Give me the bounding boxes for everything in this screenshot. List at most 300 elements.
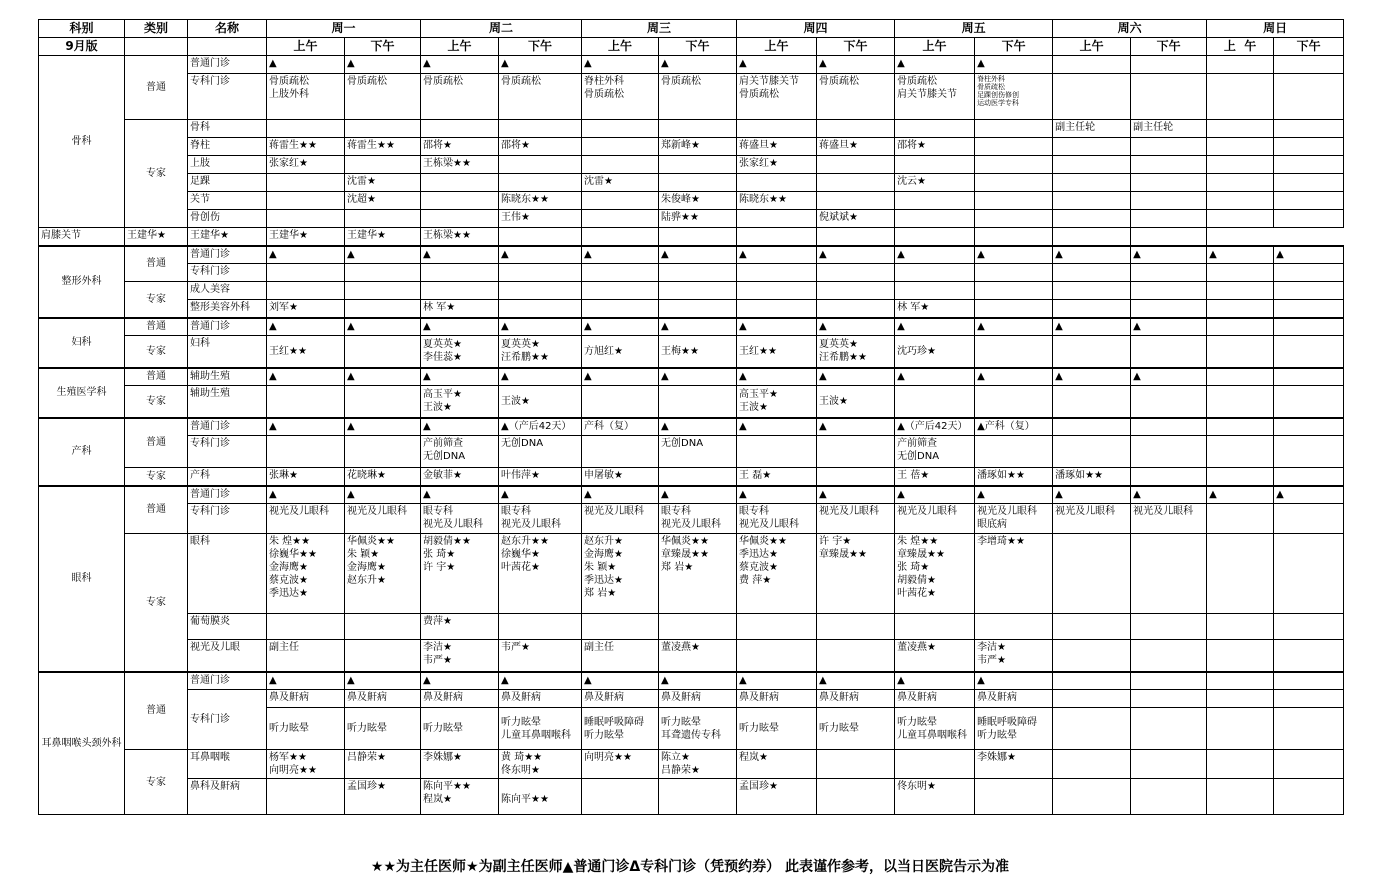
pm-slot-cell [1274,779,1344,815]
am-slot-cell: 张家红★ [737,156,817,174]
am-slot-cell: 视光及儿眼科 [267,504,345,534]
am-slot-cell: 骨质疏松 肩关节膝关节 [895,74,975,120]
pm-slot-cell: ▲（产后42天） [499,418,582,436]
am-slot-cell [1053,386,1131,418]
pm-slot-cell: 夏英英★ 汪希鹏★★ [499,336,582,368]
pm-slot-cell: 邵将★ [499,138,582,156]
pm-slot-cell [659,614,737,640]
pm-slot-cell: 鼻及鼾病 [975,690,1053,708]
am-slot-cell [582,779,659,815]
am-slot-cell [421,192,499,210]
pm-slot-cell [499,156,582,174]
pm-slot-cell: ▲ [659,486,737,504]
am-slot-cell: ▲ [421,246,499,264]
schedule-row [39,120,1344,138]
pm-slot-cell [1274,708,1344,750]
pm-slot-cell: ▲ [975,318,1053,336]
am-slot-cell [737,436,817,468]
am-slot-cell [895,282,975,300]
am-slot-cell: 李洁★ 韦严★ [421,640,499,672]
category-cell: 普通 [125,486,188,534]
pm-slot-cell: 陈立★ 吕静荣★ [659,750,737,779]
pm-slot-cell [499,120,582,138]
am-slot-cell: 胡毅倩★★ 张 琦★ 许 宇★ [421,534,499,614]
pm-slot-cell [975,228,1053,246]
am-slot-cell: ▲ [737,318,817,336]
department-cell: 骨科 [39,56,125,228]
am-slot-cell: 沈巧珍★ [895,336,975,368]
category-cell: 普通 [125,672,188,750]
am-slot-cell: ▲ [267,672,345,690]
pm-slot-cell: ▲产科（复） [975,418,1053,436]
am-header: 上午 [421,38,499,56]
pm-slot-cell [1274,672,1344,690]
am-slot-cell: ▲ [421,368,499,386]
pm-slot-cell: ▲ [1131,368,1207,386]
pm-slot-cell [1274,210,1344,228]
pm-slot-cell: 无创DNA [659,436,737,468]
pm-slot-cell [659,300,737,318]
pm-slot-cell: 鼻及鼾病 [345,690,421,708]
am-slot-cell: ▲ [267,368,345,386]
pm-slot-cell [817,750,895,779]
pm-slot-cell: ▲ [817,318,895,336]
am-slot-cell: 陈向平★★ 程岚★ [421,779,499,815]
pm-slot-cell: ▲ [499,318,582,336]
pm-slot-cell: 听力眩晕 儿童耳鼻咽喉科 [499,708,582,750]
pm-slot-cell: ▲ [1274,486,1344,504]
am-slot-cell [895,156,975,174]
am-slot-cell: ▲ [421,672,499,690]
day-header-fri: 周五 [895,20,1053,38]
pm-slot-cell [345,210,421,228]
pm-slot-cell [1131,192,1207,210]
pm-slot-cell: 蒋雷生★★ [345,138,421,156]
am-slot-cell: ▲ [1207,486,1274,504]
am-slot-cell: ▲ [1053,486,1131,504]
pm-slot-cell: 蒋盛旦★ [817,138,895,156]
am-slot-cell [737,264,817,282]
am-slot-cell [1053,300,1131,318]
pm-slot-cell [975,336,1053,368]
pm-slot-cell: 陈向平★★ [499,779,582,815]
pm-slot-cell [1274,534,1344,614]
am-slot-cell [1053,672,1131,690]
am-slot-cell: 林 军★ [421,300,499,318]
am-slot-cell: ▲ [421,56,499,74]
clinic-name-cell: 专科门诊 [188,74,267,120]
am-slot-cell: ▲ [582,318,659,336]
am-slot-cell: 眼专科 视光及儿眼科 [421,504,499,534]
category-cell: 专家 [125,386,188,418]
am-slot-cell [582,282,659,300]
am-slot-cell [1053,690,1131,708]
clinic-name-cell: 肩膝关节 [39,228,125,246]
pm-slot-cell: 眼专科 视光及儿眼科 [659,504,737,534]
am-slot-cell: ▲ [1053,318,1131,336]
schedule-row [39,672,1344,690]
am-slot-cell: 华佩炎★★ 季迅达★ 蔡克波★ 费 萍★ [737,534,817,614]
pm-slot-cell: 王建华★ [345,228,421,246]
clinic-name-cell: 葡萄膜炎 [188,614,267,640]
am-slot-cell: 王 磊★ [737,468,817,486]
schedule-row [39,246,1344,264]
am-slot-cell [1207,282,1274,300]
clinic-name-cell: 普通门诊 [188,56,267,74]
am-slot-cell: ▲ [267,486,345,504]
am-slot-cell: 骨质疏松 [421,74,499,120]
am-slot-cell [1053,228,1131,246]
am-slot-cell: ▲ [421,486,499,504]
schedule-row [39,614,1344,640]
am-slot-cell [1053,640,1131,672]
am-slot-cell [1207,74,1274,120]
pm-slot-cell [1274,120,1344,138]
am-slot-cell: 夏英英★ 李佳蕊★ [421,336,499,368]
am-slot-cell: ▲ [582,486,659,504]
clinic-name-cell: 关节 [188,192,267,210]
am-slot-cell: ▲ [1053,246,1131,264]
blank-header [125,38,188,56]
pm-slot-cell [975,120,1053,138]
am-slot-cell: 潘琢如★★ [1053,468,1131,486]
am-slot-cell [1053,56,1131,74]
pm-slot-cell [659,264,737,282]
am-slot-cell: 朱 煌★★ 徐巍华★★ 金海鹰★ 蔡克波★ 季迅达★ [267,534,345,614]
am-slot-cell: 沈雷★ [582,174,659,192]
pm-header: 下午 [1131,38,1207,56]
am-slot-cell [267,614,345,640]
pm-slot-cell: 无创DNA [499,436,582,468]
pm-slot-cell [659,120,737,138]
day-header-wed: 周三 [582,20,737,38]
am-slot-cell [1207,386,1274,418]
am-slot-cell [582,436,659,468]
am-slot-cell [267,386,345,418]
am-slot-cell [421,264,499,282]
am-header: 上午 [582,38,659,56]
schedule-row [39,210,1344,228]
pm-slot-cell [975,156,1053,174]
pm-slot-cell: ▲ [659,368,737,386]
pm-slot-cell: 沈雷★ [345,174,421,192]
pm-slot-cell: ▲ [975,486,1053,504]
am-slot-cell [1053,264,1131,282]
am-slot-cell [582,300,659,318]
am-slot-cell [737,228,817,246]
pm-slot-cell [1274,74,1344,120]
pm-slot-cell [1274,56,1344,74]
pm-slot-cell [345,640,421,672]
category-cell: 专家 [125,534,188,672]
pm-slot-cell [1274,436,1344,468]
am-slot-cell [421,120,499,138]
pm-slot-cell [345,300,421,318]
pm-slot-cell: 朱俊峰★ [659,192,737,210]
header-row-days [39,20,1344,38]
pm-slot-cell: ▲ [345,486,421,504]
day-header-sun: 周日 [1207,20,1344,38]
am-slot-cell: 邵将★ [421,138,499,156]
pm-slot-cell [817,436,895,468]
pm-slot-cell: 骨质疏松 [659,74,737,120]
pm-slot-cell: 视光及儿眼科 [345,504,421,534]
pm-slot-cell [659,156,737,174]
am-slot-cell [1053,156,1131,174]
am-slot-cell: 高玉平★ 王波★ [737,386,817,418]
pm-slot-cell [499,282,582,300]
am-slot-cell [1207,690,1274,708]
pm-slot-cell [1131,640,1207,672]
pm-slot-cell [659,174,737,192]
pm-slot-cell: ▲ [659,318,737,336]
am-slot-cell: 王红★★ [267,336,345,368]
am-slot-cell: 王建华★ [125,228,188,246]
am-slot-cell: 费萍★ [421,614,499,640]
pm-header: 下午 [817,38,895,56]
am-slot-cell [421,210,499,228]
pm-slot-cell [1274,282,1344,300]
am-slot-cell [267,282,345,300]
am-slot-cell [895,192,975,210]
am-slot-cell: 鼻及鼾病 [267,690,345,708]
am-slot-cell: 朱 煌★★ 章臻晟★★ 张 琦★ 胡毅倩★ 叶茜花★ [895,534,975,614]
category-cell: 普通 [125,56,188,120]
am-slot-cell [1207,672,1274,690]
am-slot-cell [1053,174,1131,192]
pm-slot-cell [975,138,1053,156]
pm-slot-cell: 黄 琦★★ 佟东明★ [499,750,582,779]
am-slot-cell: ▲ [421,318,499,336]
am-slot-cell: 程岚★ [737,750,817,779]
am-slot-cell: 赵东升★ 金海鹰★ 朱 颖★ 季迅达★ 郑 岩★ [582,534,659,614]
am-slot-cell [1207,300,1274,318]
pm-slot-cell: 李增琦★★ [975,534,1053,614]
pm-slot-cell [817,282,895,300]
clinic-name-cell: 辅助生殖 [188,368,267,386]
clinic-name-cell: 普通门诊 [188,486,267,504]
pm-slot-cell: 郑新峰★ [659,138,737,156]
am-slot-cell [1053,534,1131,614]
pm-slot-cell [1274,468,1344,486]
department-cell: 整形外科 [39,246,125,318]
pm-slot-cell [1274,640,1344,672]
am-slot-cell [421,174,499,192]
am-slot-cell: 王红★★ [737,336,817,368]
pm-header: 下午 [499,38,582,56]
am-slot-cell [267,264,345,282]
clinic-name-cell: 产科 [188,468,267,486]
pm-slot-cell: 沈超★ [345,192,421,210]
pm-slot-cell: ▲ [499,368,582,386]
am-slot-cell [1207,138,1274,156]
pm-header: 下午 [975,38,1053,56]
am-slot-cell [1207,318,1274,336]
pm-slot-cell: 听力眩晕 [817,708,895,750]
am-slot-cell: ▲ [267,246,345,264]
pm-slot-cell [817,779,895,815]
clinic-name-cell: 视光及儿眼 [188,640,267,672]
pm-slot-cell: 吕静荣★ [345,750,421,779]
pm-slot-cell: 赵东升★★ 徐巍华★ 叶茜花★ [499,534,582,614]
pm-slot-cell [1274,614,1344,640]
pm-slot-cell [345,336,421,368]
clinic-name-cell: 上肢 [188,156,267,174]
pm-slot-cell [817,614,895,640]
schedule-row [39,282,1344,300]
am-slot-cell [737,282,817,300]
am-slot-cell [1053,418,1131,436]
category-cell: 普通 [125,246,188,282]
pm-slot-cell: ▲ [659,418,737,436]
pm-slot-cell: 倪斌斌★ [817,210,895,228]
schedule-row [39,386,1344,418]
pm-slot-cell [975,192,1053,210]
clinic-schedule-table [38,19,1344,815]
pm-slot-cell: 韦严★ [499,640,582,672]
legend-footer: ★★为主任医师★为副主任医师▲普通门诊Δ专科门诊（凭预约券） 此表谨作参考，以当日医院告示为准 [370,859,1010,875]
pm-slot-cell [1131,386,1207,418]
pm-slot-cell [1131,174,1207,192]
am-slot-cell: 副主任 [582,640,659,672]
am-slot-cell [1207,120,1274,138]
pm-slot-cell [975,300,1053,318]
schedule-row [39,74,1344,120]
am-header: 上午 [737,38,817,56]
dept-col-header: 科别 [39,20,125,38]
pm-slot-cell [1131,534,1207,614]
clinic-name-cell: 眼科 [188,534,267,614]
am-slot-cell [582,614,659,640]
am-slot-cell [1207,264,1274,282]
am-slot-cell [1207,156,1274,174]
am-slot-cell: 邵将★ [895,138,975,156]
pm-slot-cell [1274,750,1344,779]
am-slot-cell [1207,750,1274,779]
am-slot-cell: ▲ [267,418,345,436]
am-slot-cell [1207,614,1274,640]
am-slot-cell: ▲ [1053,368,1131,386]
day-header-thu: 周四 [737,20,895,38]
clinic-name-cell: 耳鼻咽喉 [188,750,267,779]
pm-slot-cell [975,174,1053,192]
am-slot-cell: 鼻及鼾病 [421,690,499,708]
pm-slot-cell [1274,264,1344,282]
schedule-row [39,534,1344,614]
am-slot-cell: 王栋梁★★ [421,228,499,246]
pm-slot-cell: 睡眠呼吸障碍 听力眩晕 [975,708,1053,750]
clinic-name-cell: 辅助生殖 [188,386,267,418]
am-slot-cell [895,750,975,779]
am-slot-cell [267,436,345,468]
category-cell: 普通 [125,318,188,336]
pm-slot-cell: 孟国珍★ [345,779,421,815]
am-slot-cell [1207,534,1274,614]
pm-slot-cell: 骨质疏松 [345,74,421,120]
clinic-name-cell: 脊柱 [188,138,267,156]
am-slot-cell: 王建华★ [267,228,345,246]
category-cell: 专家 [125,282,188,318]
schedule-row [39,174,1344,192]
am-slot-cell [1207,368,1274,386]
pm-slot-cell: 骨质疏松 [499,74,582,120]
department-cell: 生殖医学科 [39,368,125,418]
pm-slot-cell: 叶伟萍★ [499,468,582,486]
pm-slot-cell: 王梅★★ [659,336,737,368]
pm-slot-cell [345,264,421,282]
pm-slot-cell [499,228,582,246]
pm-slot-cell: ▲ [817,418,895,436]
am-slot-cell: 王 蓓★ [895,468,975,486]
am-slot-cell: ▲ [737,368,817,386]
pm-slot-cell: 鼻及鼾病 [659,690,737,708]
am-slot-cell: ▲ [582,368,659,386]
pm-slot-cell: ▲ [499,56,582,74]
pm-slot-cell: ▲ [659,56,737,74]
pm-slot-cell: ▲ [345,56,421,74]
schedule-row [39,192,1344,210]
am-slot-cell: 孟国珍★ [737,779,817,815]
pm-slot-cell: 陈晓东★★ [499,192,582,210]
pm-slot-cell: 鼻及鼾病 [499,690,582,708]
am-slot-cell [737,640,817,672]
pm-slot-cell [817,228,895,246]
pm-slot-cell [1131,282,1207,300]
am-header: 上午 [1053,38,1131,56]
pm-slot-cell: 董凌燕★ [659,640,737,672]
pm-slot-cell [659,779,737,815]
clinic-name-cell: 专科门诊 [188,264,267,282]
pm-slot-cell [499,264,582,282]
am-slot-cell: 蒋雷生★★ [267,138,345,156]
pm-slot-cell [1274,690,1344,708]
am-slot-cell: ▲（产后42天） [895,418,975,436]
pm-slot-cell [1131,228,1207,246]
pm-slot-cell [499,300,582,318]
category-cell: 普通 [125,368,188,386]
name-col-header: 名称 [188,20,267,38]
am-slot-cell [582,228,659,246]
am-header: 上午 [267,38,345,56]
clinic-name-cell: 足踝 [188,174,267,192]
am-slot-cell [737,120,817,138]
pm-slot-cell [1274,368,1344,386]
pm-slot-cell: 花晓琳★ [345,468,421,486]
pm-slot-cell [1131,672,1207,690]
pm-slot-cell: 夏英英★ 汪希鹏★★ [817,336,895,368]
schedule-row [39,779,1344,815]
pm-slot-cell: 脊柱外科 骨质疏松 足踝创伤修创 运动医学专科 [975,74,1053,120]
am-slot-cell: ▲ [582,56,659,74]
category-cell: 专家 [125,468,188,486]
am-slot-cell [737,300,817,318]
schedule-body [39,56,1344,815]
schedule-row [39,418,1344,436]
pm-slot-cell [345,282,421,300]
pm-slot-cell [1274,318,1344,336]
clinic-name-cell: 鼻科及鼾病 [188,779,267,815]
pm-slot-cell [499,614,582,640]
pm-slot-cell [1131,336,1207,368]
am-slot-cell [1053,708,1131,750]
am-slot-cell [1053,614,1131,640]
pm-slot-cell [817,300,895,318]
am-slot-cell [1053,336,1131,368]
pm-slot-cell [1131,614,1207,640]
am-slot-cell [1207,192,1274,210]
am-slot-cell [1053,138,1131,156]
clinic-name-cell: 普通门诊 [188,672,267,690]
